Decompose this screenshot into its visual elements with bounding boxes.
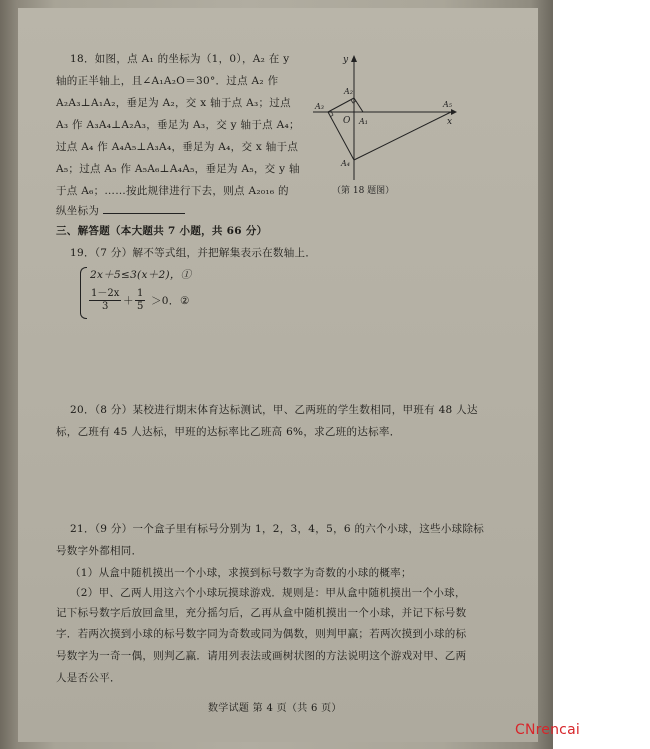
q21-line-7: 号数字为一奇一偶，则判乙赢．请用列表法或画树状图的方法说明这个游戏对甲、乙两 [56, 650, 467, 662]
q18-line-8: 纵坐标为 [56, 205, 100, 217]
q21-line-1: 21．（9 分）一个盒子里有标号分别为 1，2，3，4，5，6 的六个小球，这些小球除标 [70, 523, 485, 535]
label-a5: A₅ [443, 100, 452, 109]
q18-line-4: A₃ 作 A₃A₄⊥A₂A₃，垂足为 A₃，交 y 轴于点 A₄； [56, 119, 300, 131]
q20-line-1: 20．（8 分）某校进行期末体育达标测试，甲、乙两班的学生数相同，甲班有 48 人达 [70, 404, 478, 416]
q19-inequality-1: 2x＋5≤3(x＋2)，① [90, 269, 192, 281]
x-axis-arrow [451, 109, 457, 115]
q21-line-3: （1）从盒中随机摸出一个小球，求摸到标号数字为奇数的小球的概率； [70, 567, 412, 579]
label-a4: A₄ [341, 159, 350, 168]
q19-stem: 19．（7 分）解不等式组，并把解集表示在数轴上． [70, 247, 317, 259]
segment-a2-a3 [328, 98, 354, 112]
q21-line-8: 人是否公平． [56, 672, 121, 684]
label-x: x [447, 117, 453, 127]
fraction-b-denominator: 5 [137, 301, 144, 312]
fraction-b-numerator: 1 [137, 288, 144, 299]
segment-a4-a5 [354, 112, 451, 160]
q21-line-2: 号数字外都相同． [56, 545, 143, 557]
q19-inequality-2-tail: ＞0． [151, 295, 180, 307]
q19-fraction-a [89, 288, 121, 313]
y-axis-arrow [351, 55, 357, 62]
q19-plus: ＋ [123, 295, 134, 307]
q18-answer-line [56, 204, 185, 218]
label-o: O [343, 116, 351, 126]
q18-line-5: 过点 A₄ 作 A₄A₅⊥A₃A₄，垂足为 A₄，交 x 轴于点 [56, 141, 299, 153]
q19-mark-2: ② [180, 295, 190, 307]
segment-a1-a2 [354, 98, 363, 112]
answer-blank [103, 204, 185, 214]
q18-line-7: 于点 A₆；……按此规律进行下去，则点 A₂₀₁₆ 的 [56, 185, 289, 197]
label-a3: A₃ [315, 102, 324, 111]
inequality-brace [80, 267, 87, 319]
q18-figure [311, 52, 461, 184]
label-a2: A₂ [344, 87, 353, 96]
section-3-title: 三、解答题（本大题共 7 小题，共 66 分） [56, 225, 268, 237]
watermark-text: CNrencai [515, 722, 580, 738]
q19-fraction-b [135, 288, 145, 313]
fraction-a-denominator: 3 [102, 301, 109, 312]
q21-line-5: 记下标号数字后放回盒里，充分摇匀后，乙再从盒中随机摸出一个小球，并记下标号数 [56, 607, 467, 619]
fraction-a-numerator: 1－2x [91, 288, 120, 299]
q20-line-2: 标，乙班有 45 人达标，甲班的达标率比乙班高 6%，求乙班的达标率． [56, 426, 401, 438]
q18-line-3: A₂A₃⊥A₁A₂，垂足为 A₂，交 x 轴于点 A₃；过点 [56, 97, 291, 109]
q18-line-1: 18．如图，点 A₁ 的坐标为（1，0），A₂ 在 y [70, 53, 290, 65]
page-footer: 数学试题 第 4 页（共 6 页） [208, 703, 342, 714]
label-y: y [343, 55, 349, 65]
q18-line-2: 轴的正半轴上，且∠A₁A₂O＝30°．过点 A₂ 作 [56, 75, 279, 87]
q18-figure-caption: （第 18 题图） [332, 186, 395, 196]
label-a1: A₁ [359, 117, 368, 126]
q21-line-6: 字．若两次摸到小球的标号数字同为奇数或同为偶数，则判甲赢；若两次摸到小球的标 [56, 628, 467, 640]
q18-line-6: A₅；过点 A₅ 作 A₅A₆⊥A₄A₅，垂足为 A₅，交 y 轴 [56, 163, 300, 175]
q21-line-4: （2）甲、乙两人用这六个小球玩摸球游戏．规则是：甲从盒中随机摸出一个小球， [70, 587, 466, 599]
